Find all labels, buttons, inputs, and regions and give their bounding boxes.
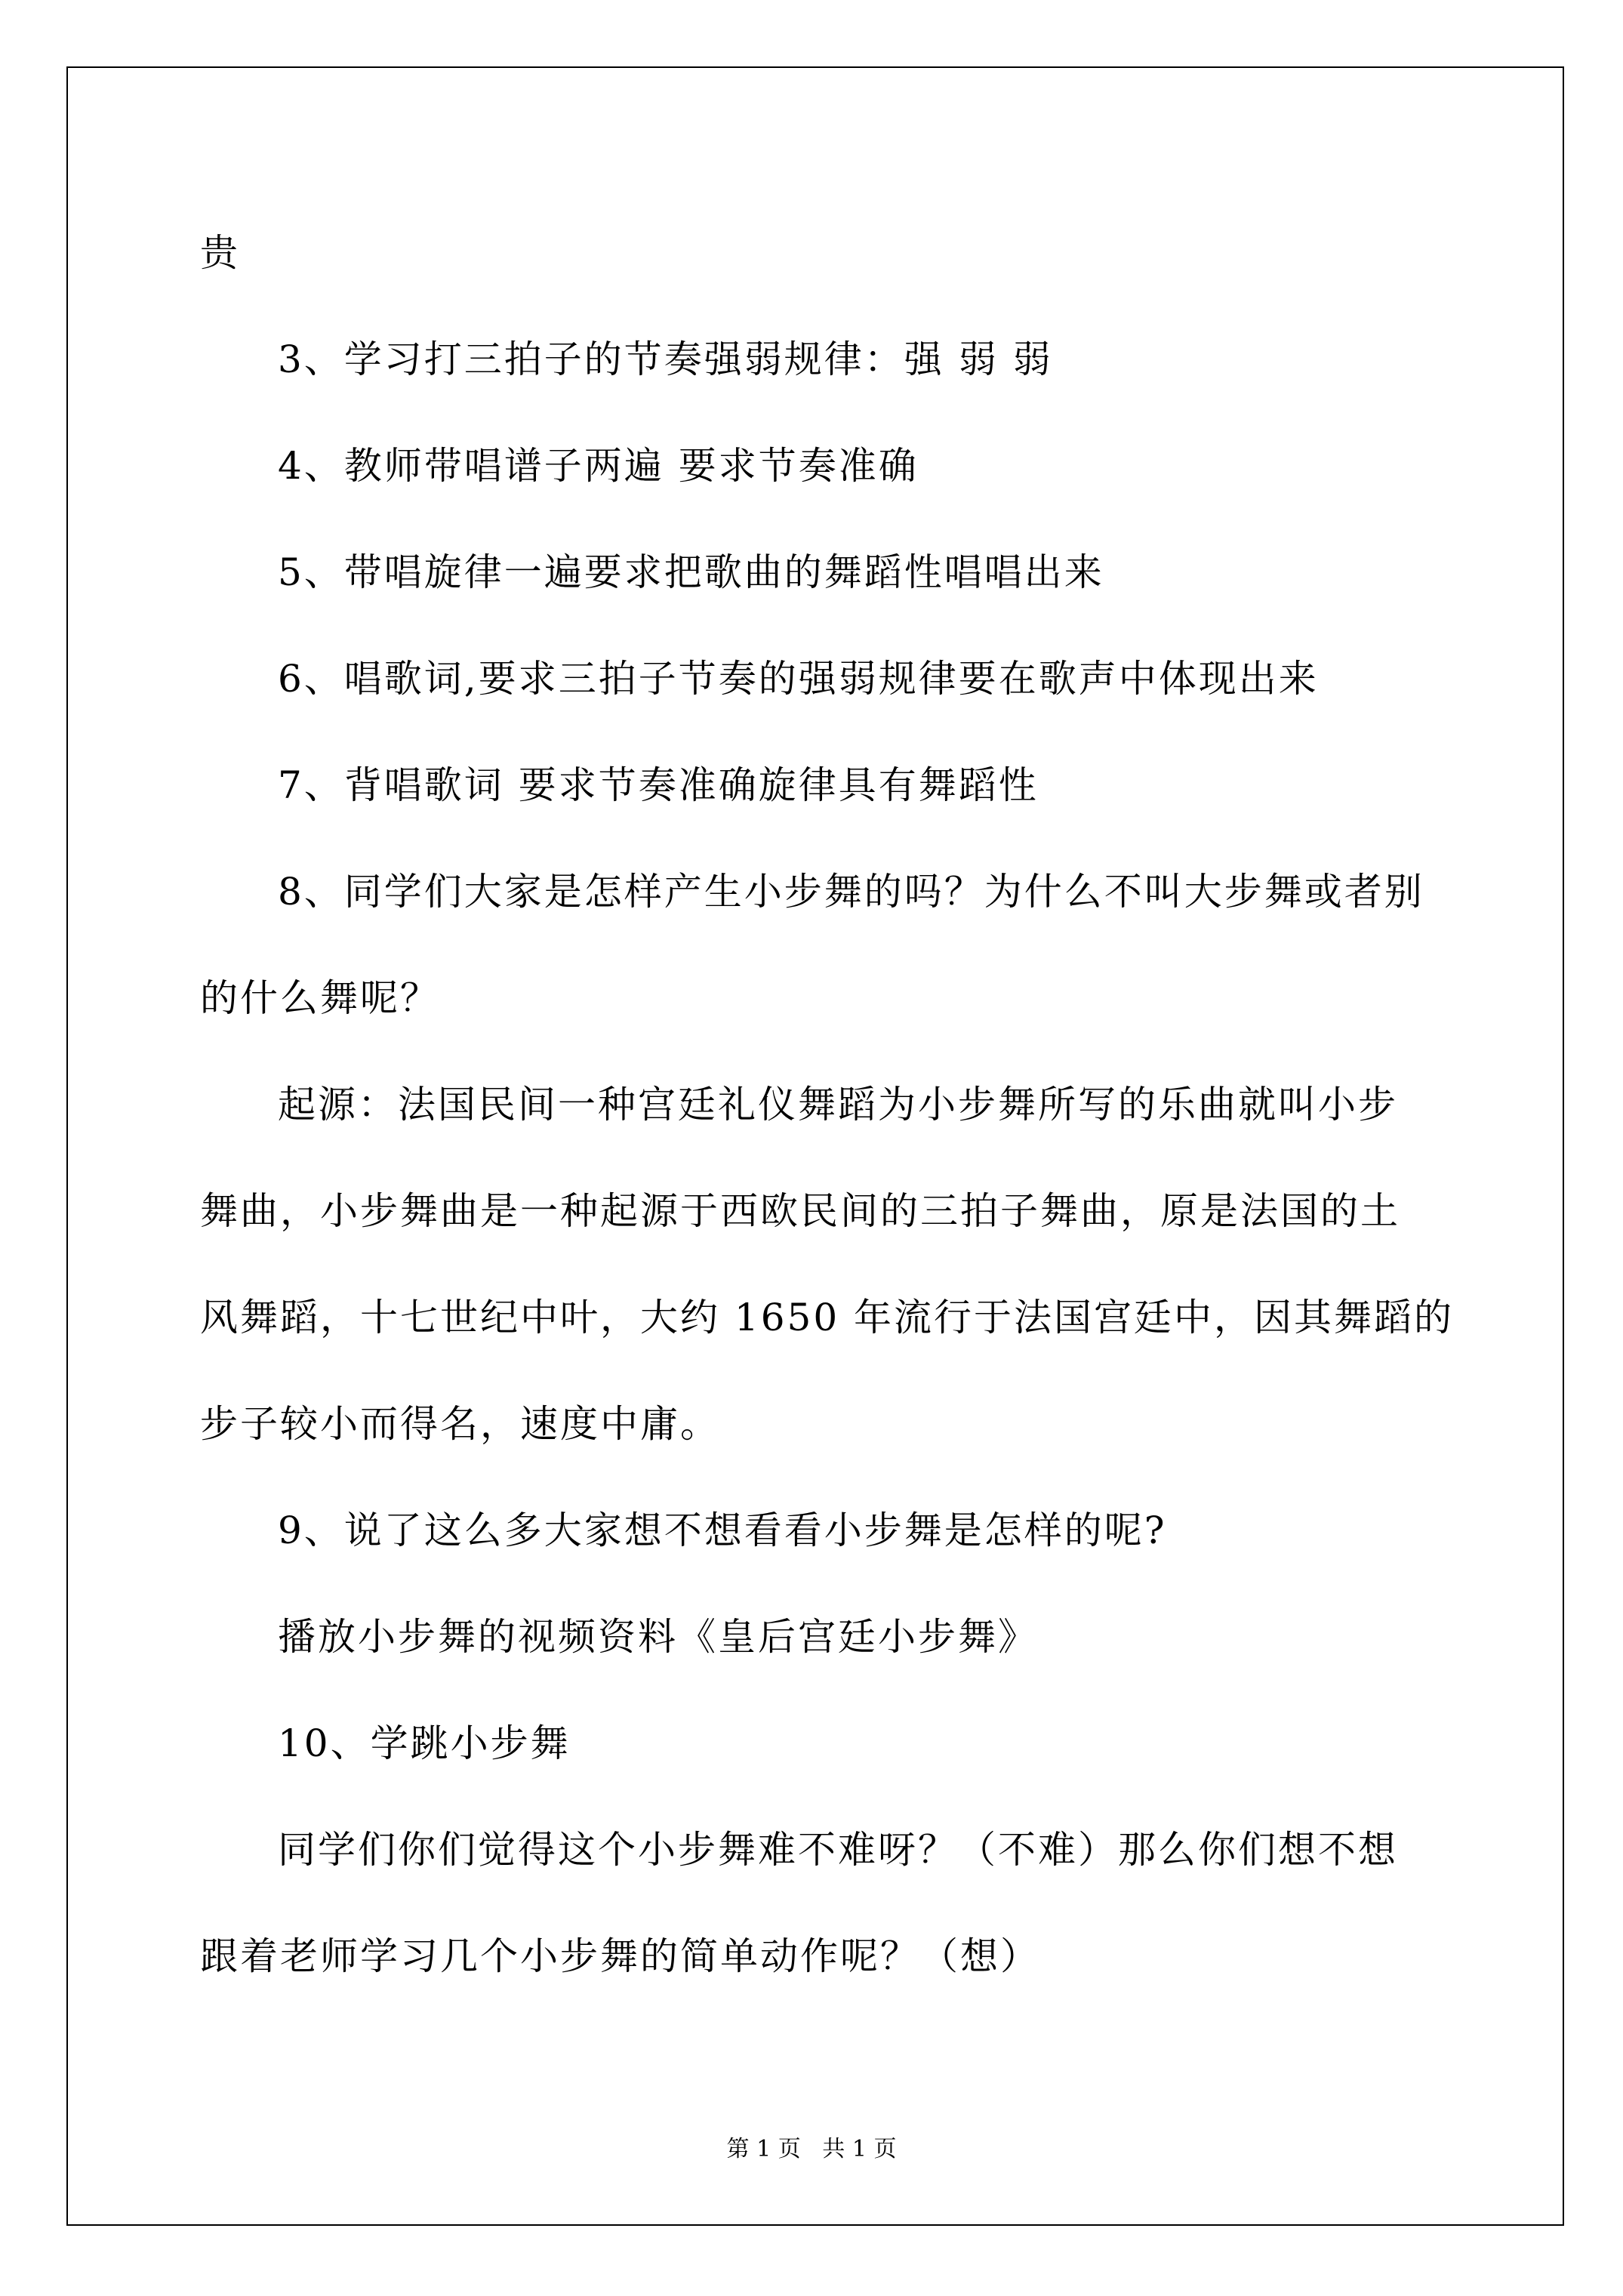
text-line-origin-cont-1: 舞曲，小步舞曲是一种起源于西欧民间的三拍子舞曲，原是法国的土 bbox=[200, 1189, 1400, 1233]
text-line-continuation: 贵 bbox=[200, 231, 240, 275]
text-line-step-9: 9、说了这么多大家想不想看看小步舞是怎样的呢? bbox=[278, 1509, 1167, 1552]
text-line-origin: 起源：法国民间一种宫廷礼仪舞蹈为小步舞所写的乐曲就叫小步 bbox=[278, 1083, 1398, 1126]
text-line-step-10: 10、学跳小步舞 bbox=[278, 1721, 571, 1765]
text-line-step-8-cont: 的什么舞呢？ bbox=[200, 976, 440, 1020]
text-line-origin-cont-2: 风舞蹈，十七世纪中叶，大约 1650 年流行于法国宫廷中，因其舞蹈的 bbox=[200, 1296, 1455, 1339]
text-line-question-cont: 跟着老师学习几个小步舞的简单动作呢？（想） bbox=[200, 1934, 1040, 1978]
text-line-step-4: 4、教师带唱谱子两遍 要求节奏准确 bbox=[278, 444, 919, 488]
page-border bbox=[66, 66, 1564, 2226]
text-line-step-6: 6、唱歌词,要求三拍子节奏的强弱规律要在歌声中体现出来 bbox=[278, 657, 1319, 701]
text-line-step-5: 5、带唱旋律一遍要求把歌曲的舞蹈性唱唱出来 bbox=[278, 550, 1104, 594]
text-line-video: 播放小步舞的视频资料《皇后宫廷小步舞》 bbox=[278, 1615, 1038, 1659]
text-line-step-7: 7、背唱歌词 要求节奏准确旋律具有舞蹈性 bbox=[278, 763, 1039, 807]
text-line-step-3: 3、学习打三拍子的节奏强弱规律：强 弱 弱 bbox=[278, 337, 1053, 381]
text-line-step-8: 8、同学们大家是怎样产生小步舞的吗？为什么不叫大步舞或者别 bbox=[278, 870, 1424, 914]
page-number-footer: 第 1 页 共 1 页 bbox=[726, 2136, 897, 2162]
text-line-origin-cont-3: 步子较小而得名，速度中庸。 bbox=[200, 1402, 720, 1446]
text-line-question: 同学们你们觉得这个小步舞难不难呀？（不难）那么你们想不想 bbox=[278, 1828, 1398, 1872]
